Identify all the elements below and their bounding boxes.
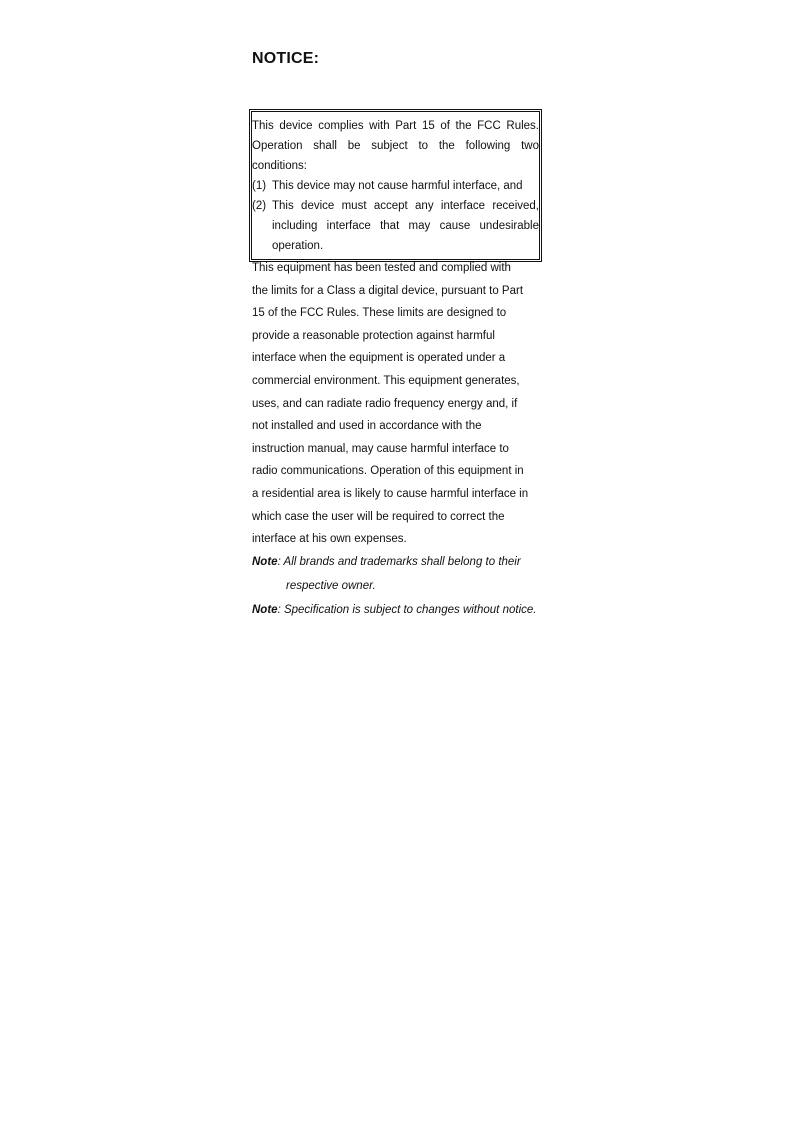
note-specification [252, 598, 544, 622]
condition-number: (1) [252, 180, 267, 192]
fcc-intro-text: This device complies with Part 15 of the FCC Rules. Operation shall be subject to the following two conditions: [252, 120, 539, 172]
notes-section [252, 550, 544, 622]
fcc-body-paragraph [252, 257, 544, 551]
note-label: Note [252, 604, 278, 616]
note-text: : Specification is subject to changes without notice. [277, 604, 537, 616]
body-line: a residential area is likely to cause harmful interface in [252, 487, 529, 500]
body-line: the limits for a Class a digital device, pursuant to Part [252, 284, 524, 297]
note-label: Note [252, 556, 278, 568]
body-line: provide a reasonable protection against harmful [252, 329, 495, 342]
body-line: instruction manual, may cause harmful interface to [252, 442, 509, 455]
body-line: interface when the equipment is operated under a [252, 352, 506, 365]
body-line: This equipment has been tested and complied with [252, 262, 511, 274]
fcc-compliance-box [249, 109, 542, 262]
fcc-condition-1 [252, 176, 539, 196]
body-line: commercial environment. This equipment generates, [252, 374, 520, 387]
body-line: 15 of the FCC Rules. These limits are designed to [252, 307, 507, 320]
body-line: which case the user will be required to correct the [252, 510, 505, 523]
condition-text: This device may not cause harmful interface, and [272, 180, 523, 192]
body-line: not installed and used in accordance with the [252, 420, 482, 433]
body-line: radio communications. Operation of this equipment in [252, 465, 524, 478]
condition-number: (2) [252, 200, 267, 212]
notice-title: NOTICE: [252, 50, 320, 67]
note-text: : All brands and trademarks shall belong to their respective owner. [277, 556, 521, 592]
body-line: interface at his own expenses. [252, 533, 407, 546]
condition-text: This device must accept any interface received, including interface that may cause undesirable operation. [272, 200, 539, 252]
note-brands [252, 550, 544, 598]
fcc-condition-2 [252, 196, 539, 256]
body-line: uses, and can radiate radio frequency energy and, if [252, 397, 518, 410]
